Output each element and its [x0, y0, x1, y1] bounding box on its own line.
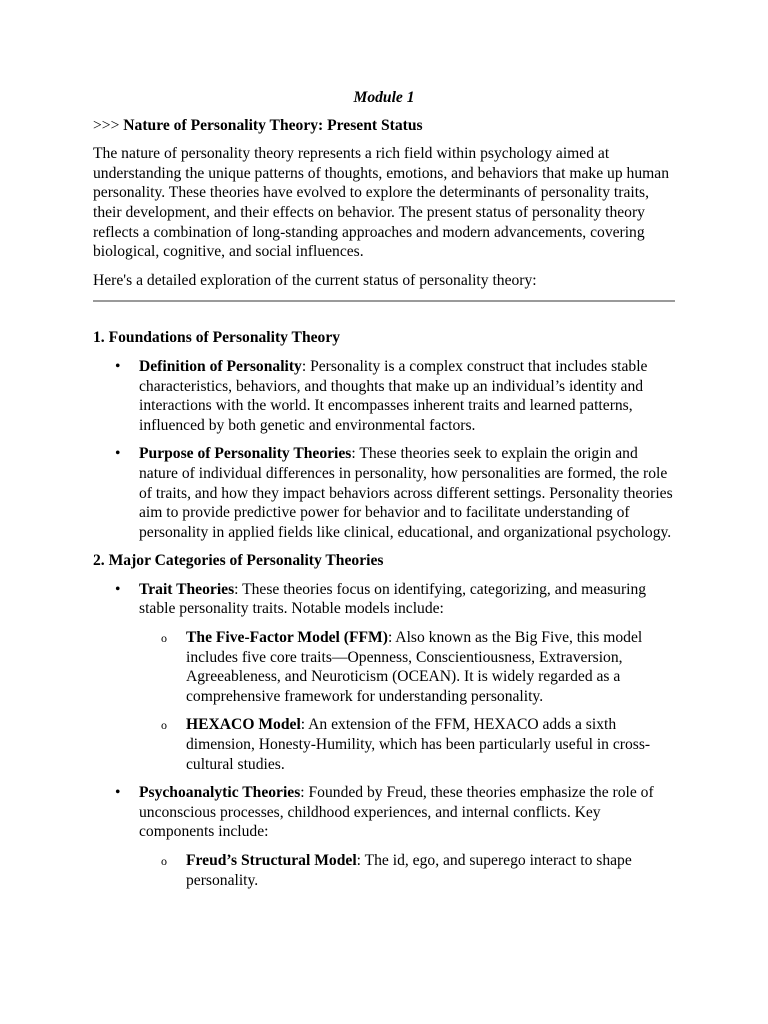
- text-hexaco: : An extension of the FFM, HEXACO adds a sixth dimension, Honesty-Humility, which has been particularly useful in cross-cultural studies.: [186, 716, 651, 773]
- list-item-psychoanalytic: [93, 783, 675, 890]
- section-heading-foundations: 1. Foundations of Personality Theory: [93, 329, 341, 347]
- topic-heading-prefix: >>>: [93, 116, 124, 134]
- section-heading-major-categories: 2. Major Categories of Personality Theories: [93, 552, 384, 570]
- intro-paragraph: The nature of personality theory represents a rich field within psychology aimed at understanding the unique patterns of thoughts, emotions, and behaviors that make up human personality. These theories have evolved to explore the determinants of personality traits, their development, and their effects on behavior. The present status of personality theory reflects a combination of long-standing approaches and modern advancements, covering biological, cognitive, and social influences.: [93, 145, 669, 261]
- term-hexaco: HEXACO Model: [186, 716, 301, 734]
- term-trait-theories: Trait Theories: [139, 580, 235, 598]
- text-freud-structural: : The id, ego, and superego interact to shape personality.: [186, 852, 632, 889]
- categories-list: [93, 580, 675, 890]
- text-psychoanalytic: : Founded by Freud, these theories emphasize the role of unconscious processes, childhood experiences, and internal conflicts. Key components include:: [139, 784, 654, 841]
- bullet-icon: •: [115, 784, 121, 802]
- term-definition: Definition of Personality: [139, 357, 302, 375]
- list-item-purpose: [93, 444, 675, 542]
- list-item-freud-structural: [139, 851, 675, 890]
- topic-heading-text: Nature of Personality Theory: Present Status: [123, 116, 423, 134]
- circle-bullet-icon: o: [161, 854, 167, 868]
- topic-heading: [93, 116, 675, 136]
- circle-bullet-icon: o: [161, 718, 167, 733]
- bullet-icon: •: [115, 357, 121, 375]
- term-freud-structural: Freud’s Structural Model: [186, 852, 357, 869]
- text-definition: : Personality is a complex construct that includes stable characteristics, behaviors, and thoughts that make up an individual’s identity and interactions with the world. It encompasses inherent traits and learned patterns, influenced by both genetic and environmental factors.: [139, 357, 648, 434]
- lead-paragraph: Here's a detailed exploration of the current status of personality theory:: [93, 271, 537, 289]
- list-item-hexaco: [139, 715, 675, 774]
- foundations-list: [93, 357, 675, 542]
- trait-models-list: [139, 628, 675, 774]
- text-purpose: : These theories seek to explain the origin and nature of individual differences in personality, how personalities are formed, the role of traits, and how they impact behaviors across different settings. Personality theories aim to provide predictive power for behavior and to facilitate understanding of personality in applied fields like clinical, educational, and organizational psychology.: [139, 445, 673, 541]
- bullet-icon: •: [115, 445, 121, 463]
- bullet-icon: •: [115, 580, 121, 598]
- text-trait-theories: : These theories focus on identifying, categorizing, and measuring stable personality traits. Notable models include:: [139, 580, 647, 618]
- term-ffm: The Five-Factor Model (FFM): [186, 629, 388, 647]
- term-psychoanalytic: Psychoanalytic Theories: [139, 784, 301, 802]
- list-item-ffm: [139, 628, 675, 706]
- list-item-definition: [93, 357, 675, 435]
- document-body: [93, 88, 675, 899]
- horizontal-rule: [93, 300, 675, 302]
- psychoanalytic-components-list: [139, 851, 675, 890]
- list-item-trait-theories: [93, 580, 675, 774]
- term-purpose: Purpose of Personality Theories: [139, 445, 352, 463]
- text-ffm: : Also known as the Big Five, this model includes five core traits—Openness, Conscientiousness, Extraversion, Agreeableness, and Neuroticism (OCEAN). It is widely regarded as a comprehensive framework for understanding personality.: [186, 629, 643, 705]
- circle-bullet-icon: o: [161, 631, 167, 646]
- module-title: Module 1: [353, 89, 415, 106]
